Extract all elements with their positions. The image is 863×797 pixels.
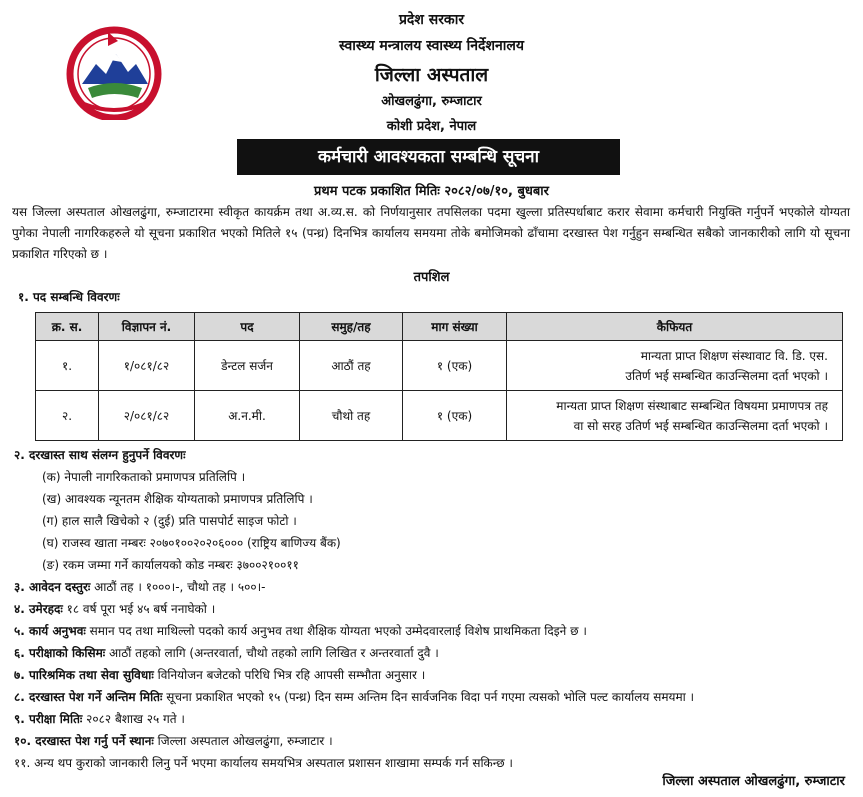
col-post: पद (195, 313, 300, 341)
item-age-limit: ४. उमेरहदः १८ वर्ष पूरा भई ४५ बर्ष ननाघेको । (14, 602, 216, 616)
row-post: डेन्टल सर्जन (195, 341, 300, 391)
row-adno: २/०८१/८२ (99, 391, 195, 441)
list-item: (ग) हाल सालै खिचेको २ (दुई) प्रति पासपोर्ट साइज फोटो । (42, 514, 297, 528)
list-item: (क) नेपाली नागरिकताको प्रमाणपत्र प्रतिलिपि । (42, 470, 246, 484)
item-remuneration: ७. पारिश्रमिक तथा सेवा सुविधाः विनियोजन बजेटको परिधि भित्र रहि आपसी सम्भौता अनुसार । (14, 668, 426, 682)
list-item: (ख) आवश्यक न्यूनतम शैक्षिक योग्यताको प्रमाणपत्र प्रतिलिपि । (42, 492, 313, 506)
row-level: आठौं तह (300, 341, 403, 391)
row-remark (507, 341, 843, 391)
notice-title-banner: कर्मचारी आवश्यकता सम्बन्धि सूचना (237, 139, 620, 175)
row-remark-line2: वा सो सरह उतिर्ण भई सम्बन्धित काउन्सिलमा दर्ता भएको । (573, 418, 828, 433)
header-province: प्रदेश सरकार (398, 12, 465, 28)
item-application-fee: ३. आवेदन दस्तुरः आठौं तह । १०००।-, चौथो तह । ५००।- (14, 580, 266, 594)
item-work-experience: ५. कार्य अनुभवः समान पद तथा माथिल्लो पदको कार्य अनुभव तथा शैक्षिक योग्यता भएको उम्मेदवारलाई विशेष प्राथमिकता दिइने छ । (14, 624, 587, 638)
posts-table (35, 312, 843, 441)
item-exam-date: ९. परीक्षा मितिः २०८२ बैशाख २५ गते । (14, 712, 185, 726)
row-level: चौथो तह (300, 391, 403, 441)
item-more-info: ११. अन्य थप कुराको जानकारी लिनु पर्ने भएमा कार्यालय समयभित्र अस्पताल प्रशासन शाखामा सम्पर्क गर्न सकिन्छ । (14, 756, 513, 770)
col-sn: क्र. स. (36, 313, 99, 341)
row-sn: १. (36, 341, 99, 391)
col-adno: विज्ञापन नं. (99, 313, 195, 341)
item-deadline: ८. दरखास्त पेश गर्ने अन्तिम मितिः सूचना प्रकाशित भएको १५ (पन्ध्र) दिन सम्म अन्तिम दिन सार्वजनिक विदा पर्न गएमा त्यसको भोलि पल्ट कार्यालय समयमा । (14, 690, 695, 704)
list-item: (घ) राजस्व खाता नम्बरः २०७०१००२०२०६००० (राष्ट्रिय बाणिज्य बैंक) (42, 536, 341, 550)
signature-office: जिल्ला अस्पताल ओखलढुंगा, रुम्जाटार (662, 774, 845, 789)
details-heading: तपशिल (413, 270, 450, 285)
row-count: १ (एक) (403, 391, 507, 441)
item-exam-type: ६. परीक्षाको किसिमः आठौं तहको लागि (अन्तरवार्ता, चौथो तहको लागि लिखित र अन्तरवार्ता दुवै । (14, 646, 439, 660)
header-hospital: जिल्ला अस्पताल (374, 64, 489, 86)
header-address: ओखलढुंगा, रुम्जाटार (381, 94, 482, 109)
publish-date: प्रथम पटक प्रकाशित मितिः २०८२/०७/१०, बुधबार (314, 184, 549, 199)
header-ministry: स्वास्थ्य मन्त्रालय स्वास्थ्य निर्देशनालय (339, 38, 524, 54)
list-item: (ङ) रकम जम्मा गर्ने कार्यालयको कोड नम्बरः ३७००२१००११ (42, 558, 299, 572)
row-remark-line1: मान्यता प्राप्त शिक्षण संस्थाबाट सम्बन्धित विषयमा प्रमाणपत्र तह (556, 398, 828, 413)
col-level: समुह/तह (300, 313, 403, 341)
header-province-country: कोशी प्रदेश, नेपाल (386, 119, 477, 134)
section-1-title: १. पद सम्बन्धि विवरणः (18, 290, 120, 304)
intro-paragraph: यस जिल्ला अस्पताल ओखलढुंगा, रुम्जाटारमा स्वीकृत कायर्क्रम तथा अ.व्य.स. को निर्णयानुसार तपसिलका पदमा खुल्ला प्रतिस्पर्धाबाट करार सेवामा कर्मचारी नियुक्ति गर्नुपर्ने भएकोले योग्यता पुगेका नेपाली नागरिकहरुले यो सूचना प्रकाशित भएको मितिले १५ (पन्ध्र) दिनभित्र कार्यालय समयमा तोके बमोजिमको ढाँचामा दरखास्त पेश गर्नुहुन सम्बन्धित सबैको जानकारीको लागि यो सूचना प्रकाशित गरिएको छ । (12, 205, 850, 261)
row-adno: १/०८१/८२ (99, 341, 195, 391)
col-remark: कैफियत (507, 313, 843, 341)
row-remark (507, 391, 843, 441)
col-count: माग संख्या (403, 313, 507, 341)
item-submission-place: १०. दरखास्त पेश गर्नु पर्ने स्थानः जिल्ला अस्पताल ओखलढुंगा, रुम्जाटार । (14, 734, 333, 748)
row-count: १ (एक) (403, 341, 507, 391)
section-2-title: २. दरखास्त साथ संलग्न हुनुपर्ने विवरणः (14, 448, 186, 462)
row-sn: २. (36, 391, 99, 441)
table-row (36, 391, 843, 441)
table-row (36, 341, 843, 391)
row-remark-line2: उतिर्ण भई सम्बन्धित काउन्सिलमा दर्ता भएको । (625, 368, 828, 383)
row-post: अ.न.मी. (195, 391, 300, 441)
table-header-row (36, 313, 843, 341)
row-remark-line1: मान्यता प्राप्त शिक्षण संस्थावाट वि. डि. एस. (640, 348, 828, 363)
